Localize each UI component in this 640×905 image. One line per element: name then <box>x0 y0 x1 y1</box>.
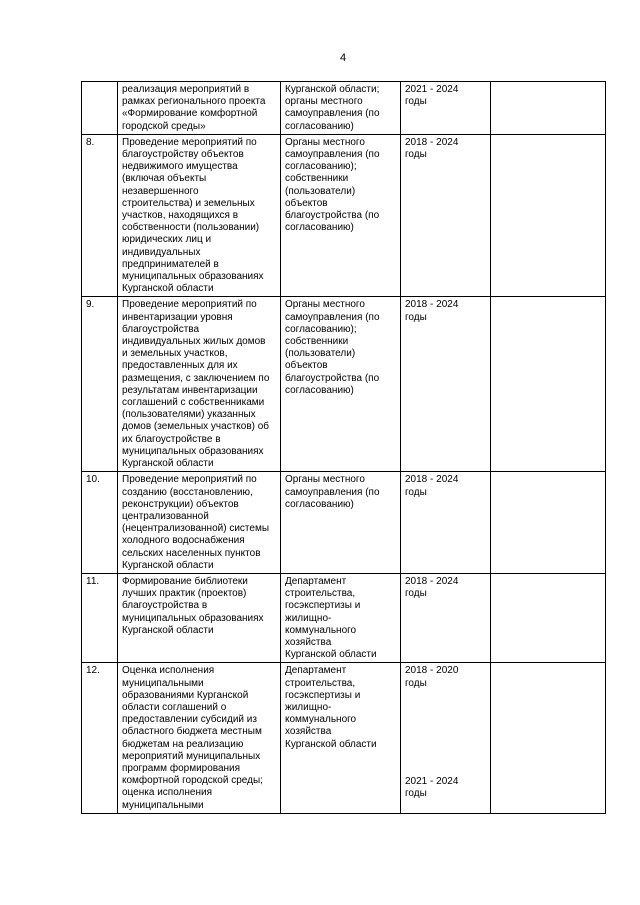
executor-text-line: самоуправления (по <box>285 108 380 120</box>
row-number: 9. <box>86 299 95 311</box>
measure-text-line: рамках регионального проекта <box>122 96 266 108</box>
executor-text-line: объектов <box>285 197 328 209</box>
measure-cell <box>118 297 281 472</box>
period-cell <box>401 472 491 574</box>
executor-text-line: благоустройства (по <box>285 372 380 384</box>
period-unit: годы <box>405 486 427 498</box>
executor-text-line: согласованию) <box>285 498 354 510</box>
executor-text-line: хозяйства <box>285 636 332 648</box>
measure-text-line: «Формирование комфортной <box>122 108 258 120</box>
measure-text-line: собственности (пользовании) <box>122 222 260 234</box>
measure-text-line: предоставленных для их <box>122 360 238 372</box>
executor-text-line: Курганской области; <box>285 84 380 95</box>
row-number-cell <box>82 297 118 472</box>
executor-text-line: коммунального <box>285 624 357 636</box>
measure-text-line: реализация мероприятий в <box>122 84 250 95</box>
executor-text-line: строительства, <box>285 588 356 600</box>
measure-text-line: юридических лиц и <box>122 234 212 246</box>
measure-text-line: муниципальными <box>122 799 204 811</box>
executor-text-line: Департамент <box>285 665 347 677</box>
executor-cell <box>281 297 401 472</box>
measure-cell <box>118 573 281 662</box>
executor-text-line: строительства, <box>285 677 356 689</box>
executor-text-line: самоуправления (по <box>285 149 380 161</box>
table-row <box>82 663 606 813</box>
measure-text-line: размещения, с заключением по <box>122 372 270 384</box>
executor-text-line: Департамент <box>285 575 347 587</box>
table-row <box>82 82 606 135</box>
measure-cell <box>118 134 281 297</box>
measure-text-line: Курганской области <box>122 624 214 636</box>
executor-text-line: жилищно- <box>285 612 332 624</box>
measure-text-line: инвентаризации уровня <box>122 311 233 323</box>
executor-text-line: согласованию) <box>285 120 354 132</box>
executor-text-line: объектов <box>285 360 328 372</box>
executor-text-line: жилищно- <box>285 701 332 713</box>
measure-text-line: централизованной <box>122 510 209 522</box>
page-number: 4 <box>339 52 347 64</box>
executor-text-line: согласованию) <box>285 222 354 234</box>
executor-text-line: (пользователи) <box>285 348 356 360</box>
period-range: 2018 - 2024 <box>405 299 459 311</box>
table-row <box>82 134 606 297</box>
measure-cell <box>118 663 281 813</box>
executor-text-line: согласованию); <box>285 323 357 335</box>
period-unit: годы <box>405 96 427 108</box>
measure-text-line: их благоустройстве в <box>122 433 221 445</box>
period-cell <box>401 134 491 297</box>
measure-text-line: холодного водоснабжения <box>122 535 245 547</box>
measure-text-line: (нецентрализованной) системы <box>122 523 270 535</box>
measure-text-line: Оценка исполнения <box>122 665 215 677</box>
executor-cell <box>281 472 401 574</box>
measure-text-line: домов (земельных участков) об <box>122 421 270 433</box>
period-range: 2018 - 2020 <box>405 665 459 677</box>
period-range: 2018 - 2024 <box>405 136 459 148</box>
measure-text-line: созданию (восстановлению, <box>122 486 253 498</box>
row-number: 12. <box>86 665 100 677</box>
executor-text-line: госэкспертизы и <box>285 689 361 701</box>
measure-text-line: комфортной городской среды; <box>122 775 263 787</box>
period-range: 2018 - 2024 <box>405 474 459 486</box>
executor-cell <box>281 134 401 297</box>
measure-text-line: мероприятий муниципальных <box>122 750 261 762</box>
measures-table-body <box>82 82 606 814</box>
measure-text-line: бюджетам на реализацию <box>122 738 244 750</box>
period-unit: годы <box>405 588 427 600</box>
row-number-cell <box>82 573 118 662</box>
executor-cell <box>281 663 401 813</box>
measure-cell <box>118 472 281 574</box>
executor-text-line: собственники <box>285 336 349 348</box>
measure-text-line: Курганской области <box>122 458 214 470</box>
measure-text-line: Формирование библиотеки <box>122 575 248 587</box>
measure-text-line: благоустройства <box>122 323 200 335</box>
executor-cell <box>281 573 401 662</box>
executor-cell <box>281 82 401 135</box>
row-number: 11. <box>86 575 100 587</box>
executor-text-line: коммунального <box>285 714 357 726</box>
period-cell <box>401 663 491 813</box>
measure-text-line: оценка исполнения <box>122 787 212 799</box>
period-range: 2018 - 2024 <box>405 575 459 587</box>
measure-text-line: незавершенного <box>122 185 199 197</box>
measure-text-line: благоустройству объектов <box>122 149 244 161</box>
executor-text-line: Курганской области <box>285 738 377 750</box>
measure-text-line: области соглашений о <box>122 701 227 713</box>
executor-text-line: собственники <box>285 173 349 185</box>
measure-text-line: результатам инвентаризации <box>122 384 258 396</box>
note-cell <box>491 472 606 574</box>
executor-text-line: Курганской области <box>285 649 377 661</box>
measure-text-line: программ формирования <box>122 762 241 774</box>
period-cell <box>401 82 491 135</box>
table-row <box>82 472 606 574</box>
measure-text-line: соглашений с собственниками <box>122 397 265 409</box>
period-spacer <box>405 690 487 776</box>
executor-text-line: благоустройства (по <box>285 210 380 222</box>
measure-text-line: индивидуальных <box>122 246 201 258</box>
executor-text-line: самоуправления (по <box>285 486 380 498</box>
measure-text-line: (пользователями) указанных <box>122 409 256 421</box>
row-number-cell <box>82 82 118 135</box>
measure-text-line: строительства) и земельных <box>122 197 255 209</box>
measure-text-line: реконструкции) объектов <box>122 498 239 510</box>
measure-text-line: недвижимого имущества <box>122 161 238 173</box>
executor-text-line: органы местного <box>285 96 363 108</box>
note-cell <box>491 82 606 135</box>
measure-text-line: лучших практик (проектов) <box>122 588 247 600</box>
row-number: 10. <box>86 474 100 486</box>
measure-text-line: муниципальных образованиях <box>122 445 264 457</box>
table-row <box>82 297 606 472</box>
executor-text-line: госэкспертизы и <box>285 600 361 612</box>
executor-text-line: самоуправления (по <box>285 311 380 323</box>
note-cell <box>491 134 606 297</box>
measure-text-line: образованиями Курганской <box>122 689 249 701</box>
measure-text-line: индивидуальных жилых домов <box>122 336 266 348</box>
measure-text-line: Курганской области <box>122 283 214 295</box>
measures-table <box>81 81 606 814</box>
period-unit-second: годы <box>405 787 427 799</box>
measure-text-line: предпринимателей в <box>122 258 219 270</box>
note-cell <box>491 297 606 472</box>
measure-text-line: благоустройства в <box>122 600 208 612</box>
row-number: 8. <box>86 136 95 148</box>
measure-text-line: участков, находящихся в <box>122 210 239 222</box>
executor-text-line: хозяйства <box>285 726 332 738</box>
measure-text-line: муниципальными <box>122 677 204 689</box>
measure-text-line: муниципальных образованиях <box>122 271 264 283</box>
period-unit: годы <box>405 149 427 161</box>
executor-text-line: Органы местного <box>285 474 365 486</box>
row-number-cell <box>82 472 118 574</box>
measure-text-line: Курганской области <box>122 559 214 571</box>
row-number-cell <box>82 663 118 813</box>
executor-text-line: Органы местного <box>285 136 365 148</box>
measure-text-line: муниципальных образованиях <box>122 612 264 624</box>
note-cell <box>491 663 606 813</box>
measure-text-line: и земельных участков, <box>122 348 228 360</box>
executor-text-line: Органы местного <box>285 299 365 311</box>
period-unit: годы <box>405 677 427 689</box>
executor-text-line: согласованию); <box>285 161 357 173</box>
measure-text-line: (включая объекты <box>122 173 207 185</box>
measure-text-line: предоставлении субсидий из <box>122 714 257 726</box>
measure-text-line: Проведение мероприятий по <box>122 136 257 148</box>
measure-text-line: городской среды» <box>122 120 206 132</box>
executor-text-line: (пользователи) <box>285 185 356 197</box>
period-range: 2021 - 2024 <box>405 84 459 95</box>
measure-text-line: сельских населенных пунктов <box>122 547 261 559</box>
period-range-second: 2021 - 2024 <box>405 775 459 787</box>
note-cell <box>491 573 606 662</box>
measure-text-line: Проведение мероприятий по <box>122 299 257 311</box>
period-unit: годы <box>405 311 427 323</box>
period-cell <box>401 297 491 472</box>
row-number-cell <box>82 134 118 297</box>
period-cell <box>401 573 491 662</box>
measure-cell <box>118 82 281 135</box>
table-row <box>82 573 606 662</box>
measure-text-line: областного бюджета местным <box>122 726 262 738</box>
executor-text-line: согласованию) <box>285 384 354 396</box>
measure-text-line: Проведение мероприятий по <box>122 474 257 486</box>
